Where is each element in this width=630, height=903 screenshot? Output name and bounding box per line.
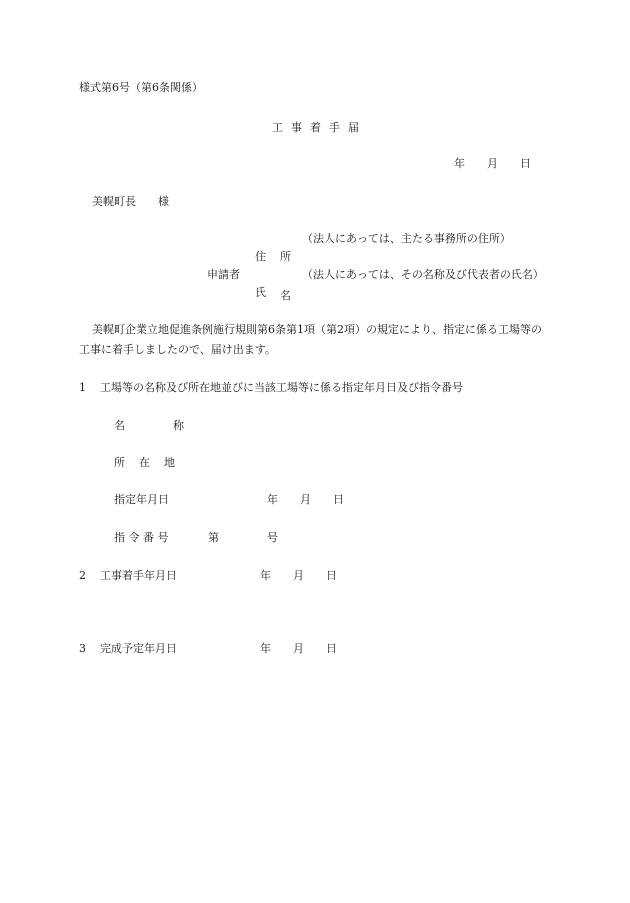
address-note: （法人にあっては、主たる事務所の住所） bbox=[302, 232, 511, 245]
section-3-number: 3 bbox=[79, 642, 86, 655]
address-label-char: 住 bbox=[255, 250, 266, 263]
directive-suffix: 号 bbox=[267, 531, 278, 544]
addressee-name: 美幌町長 bbox=[92, 195, 136, 208]
factory-name-label-char: 名 bbox=[114, 419, 125, 432]
title-char: 着 bbox=[310, 121, 321, 134]
section-3-label: 完成予定年月日 bbox=[100, 642, 177, 655]
address-label-char: 所 bbox=[280, 250, 291, 263]
form-number: 様式第6号（第6条関係） bbox=[79, 81, 203, 94]
name-note: （法人にあっては、その名称及び代表者の氏名） bbox=[302, 268, 544, 281]
completion-day: 日 bbox=[326, 642, 337, 655]
start-year: 年 bbox=[260, 569, 271, 582]
addressee-honorific: 様 bbox=[158, 195, 169, 208]
designation-month: 月 bbox=[300, 493, 311, 506]
section-2-number: 2 bbox=[79, 569, 86, 582]
completion-month: 月 bbox=[293, 642, 304, 655]
designation-date-label: 指定年月日 bbox=[114, 493, 169, 506]
address-label bbox=[255, 250, 291, 263]
section-3-row bbox=[79, 642, 177, 655]
section-1-number: 1 bbox=[79, 381, 86, 394]
factory-location-label-char: 地 bbox=[164, 456, 175, 469]
date-year: 年 bbox=[454, 157, 465, 170]
section-1-heading bbox=[79, 381, 463, 394]
name-label bbox=[255, 286, 291, 302]
title-char: 事 bbox=[291, 121, 302, 134]
applicant-label: 申請者 bbox=[207, 268, 240, 281]
start-day: 日 bbox=[326, 569, 337, 582]
designation-year: 年 bbox=[267, 493, 278, 506]
date-line bbox=[454, 157, 531, 170]
title-char: 届 bbox=[348, 121, 359, 134]
section-1-heading-text: 工場等の名称及び所在地並びに当該工場等に係る指定年月日及び指令番号 bbox=[100, 381, 463, 394]
title-char: 工 bbox=[272, 121, 283, 134]
factory-name-row bbox=[114, 419, 184, 432]
document-title bbox=[272, 121, 359, 134]
start-month: 月 bbox=[293, 569, 304, 582]
body-line-1: 美幌町企業立地促進条例施行規則第6条第1項（第2項）の規定により、指定に係る工場等の bbox=[92, 323, 542, 336]
factory-location-row bbox=[114, 456, 175, 469]
name-label-char: 氏 bbox=[255, 286, 266, 299]
directive-prefix: 第 bbox=[208, 531, 219, 544]
designation-day: 日 bbox=[333, 493, 344, 506]
title-char: 手 bbox=[329, 121, 340, 134]
addressee bbox=[92, 195, 169, 208]
directive-number-label: 指 令 番 号 bbox=[114, 531, 169, 544]
date-month: 月 bbox=[487, 157, 498, 170]
section-2-row bbox=[79, 569, 177, 582]
factory-location-label-char: 所 bbox=[114, 456, 125, 469]
completion-date-value bbox=[260, 642, 337, 655]
completion-year: 年 bbox=[260, 642, 271, 655]
date-day: 日 bbox=[520, 157, 531, 170]
section-2-label: 工事着手年月日 bbox=[100, 569, 177, 582]
name-label-char: 名 bbox=[280, 289, 291, 302]
directive-number-value bbox=[208, 531, 278, 544]
start-date-value bbox=[260, 569, 337, 582]
factory-location-label-char: 在 bbox=[139, 456, 150, 469]
body-line-2: 工事に着手しましたので、届け出ます。 bbox=[79, 343, 276, 356]
factory-name-label-char: 称 bbox=[173, 419, 184, 432]
designation-date-value bbox=[267, 493, 344, 506]
